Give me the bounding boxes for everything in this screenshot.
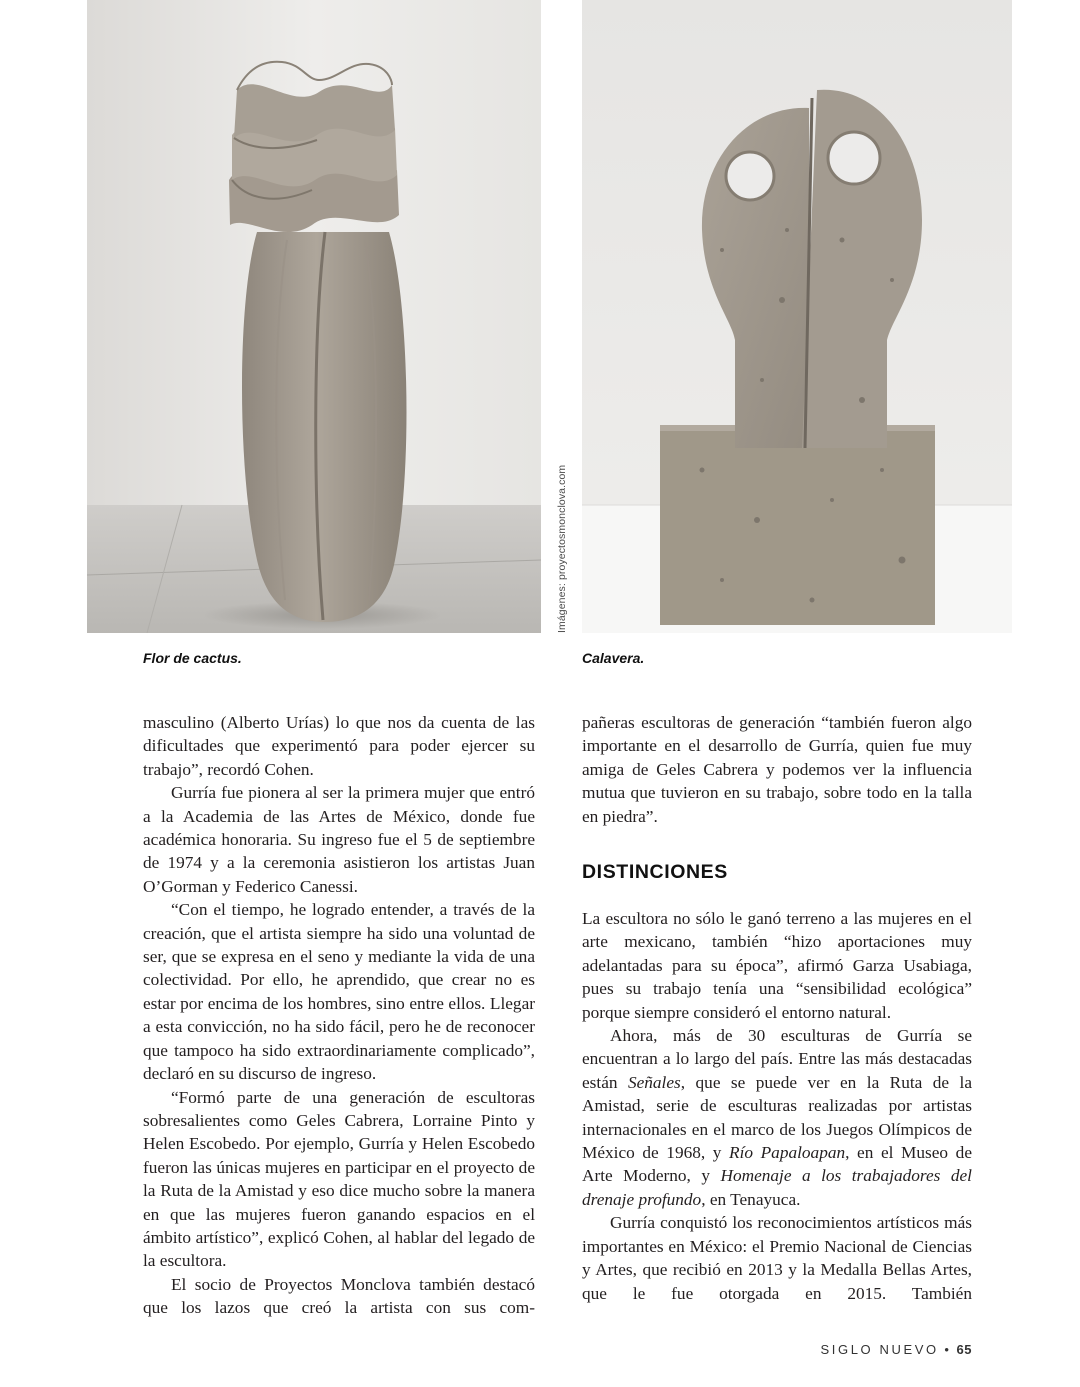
text-run: , que se puede ver en la Ruta de la Amistad, serie de esculturas realizadas por artistas internacionales en el marco de los Juegos Olímpicos de México de 1968, y (582, 1072, 973, 1163)
paragraph: masculino (Alberto Urías) lo que nos da cuenta de las dificultades que experimentó para poder ejercer su trabajo”, recordó Cohen. (143, 713, 535, 779)
text-run: , en el Museo de Arte Moderno, y (582, 1143, 972, 1186)
article-column-left (143, 711, 535, 1320)
page-number: 65 (956, 1342, 972, 1357)
caption-calavera: Calavera. (582, 650, 645, 666)
paragraph: pañeras escultoras de generación “también fueron algo importante en el desarrollo de Gurría, quien fue muy amiga de Geles Cabrera y podemos ver la influencia mutua que tuvieron en su trabajo, sobre todo en la talla en piedra”. (582, 713, 972, 826)
caption-flor-de-cactus: Flor de cactus. (143, 650, 242, 666)
paragraph: “Con el tiempo, he logrado entender, a través de la creación, que el artista siempre ha sido una voluntad de ser, que se expresa en el seno y mediante la vida de una colectividad. Por ello, he aprendido, que crear no es estar por encima de los hombres, sino entre ellos. Llegar a esta convicción, no ha sido fácil, pero he de reconocer que tampoco ha sido extraordinariamente complicado”, declaró en su discurso de ingreso. (143, 900, 535, 1084)
paragraph (582, 1024, 972, 1211)
text-run: Ahora, más de 30 esculturas de Gurría se encuentran a lo largo del país. Entre las más destacadas están (582, 1026, 972, 1092)
paragraph: El socio de Proyectos Monclova también destacó que los lazos que creó la artista con sus com- (143, 1274, 535, 1318)
photo-calavera (582, 0, 1012, 633)
article-column-right-top (582, 711, 972, 828)
publication-name: SIGLO NUEVO (820, 1342, 939, 1357)
artwork-title: Río Papaloapan (729, 1143, 846, 1163)
paragraph: Gurría fue pionera al ser la primera mujer que entró a la Academia de las Artes de México, donde fue académica honoraria. Su ingreso fue el 5 de septiembre de 1974 y a la ceremonia asistieron los artistas Juan O’Gorman y Federico Canessi. (143, 783, 535, 896)
page-folio (821, 1342, 972, 1357)
artwork-title: Señales (627, 1072, 681, 1092)
sculpture-photo-flor-de-cactus (87, 0, 541, 633)
photo-credit: Imágenes: proyectosmonclova.com (556, 464, 568, 633)
folio-separator: • (944, 1342, 949, 1357)
paragraph: Gurría conquistó los reconocimientos artísticos más importantes en México: el Premio Nacional de Ciencias y Artes, que recibió en 2013 y la Medalla Bellas Artes, que le fue otorgada en 2015. También (582, 1213, 972, 1303)
paragraph: La escultora no sólo le ganó terreno a las mujeres en el arte mexicano, también “hizo aportaciones muy adelantadas para su época”, afirmó Garza Usabiaga, pues su trabajo tenía una “sensibilidad ecológica” porque siempre consideró el entorno natural. (582, 909, 972, 1022)
artwork-title: Homenaje a los trabajadores del drenaje profundo (582, 1166, 972, 1209)
sculpture-photo-calavera (582, 0, 1012, 633)
section-heading: DISTINCIONES (582, 861, 728, 883)
article-column-right-bottom (582, 907, 972, 1305)
text-run: , en Tenayuca. (701, 1189, 801, 1209)
paragraph: “Formó parte de una generación de escultoras sobresalientes como Geles Cabrera, Lorraine Pinto y Helen Escobedo. Por ejemplo, Gurría y Helen Escobedo fueron las únicas mujeres en participar en el proyecto de la Ruta de la Amistad y eso dice mucho sobre la manera en que las mujeres fueron ganando espacios en el ámbito artístico”, explicó Cohen, al hablar del legado de la escultora. (143, 1087, 535, 1271)
photo-flor-de-cactus (87, 0, 541, 633)
